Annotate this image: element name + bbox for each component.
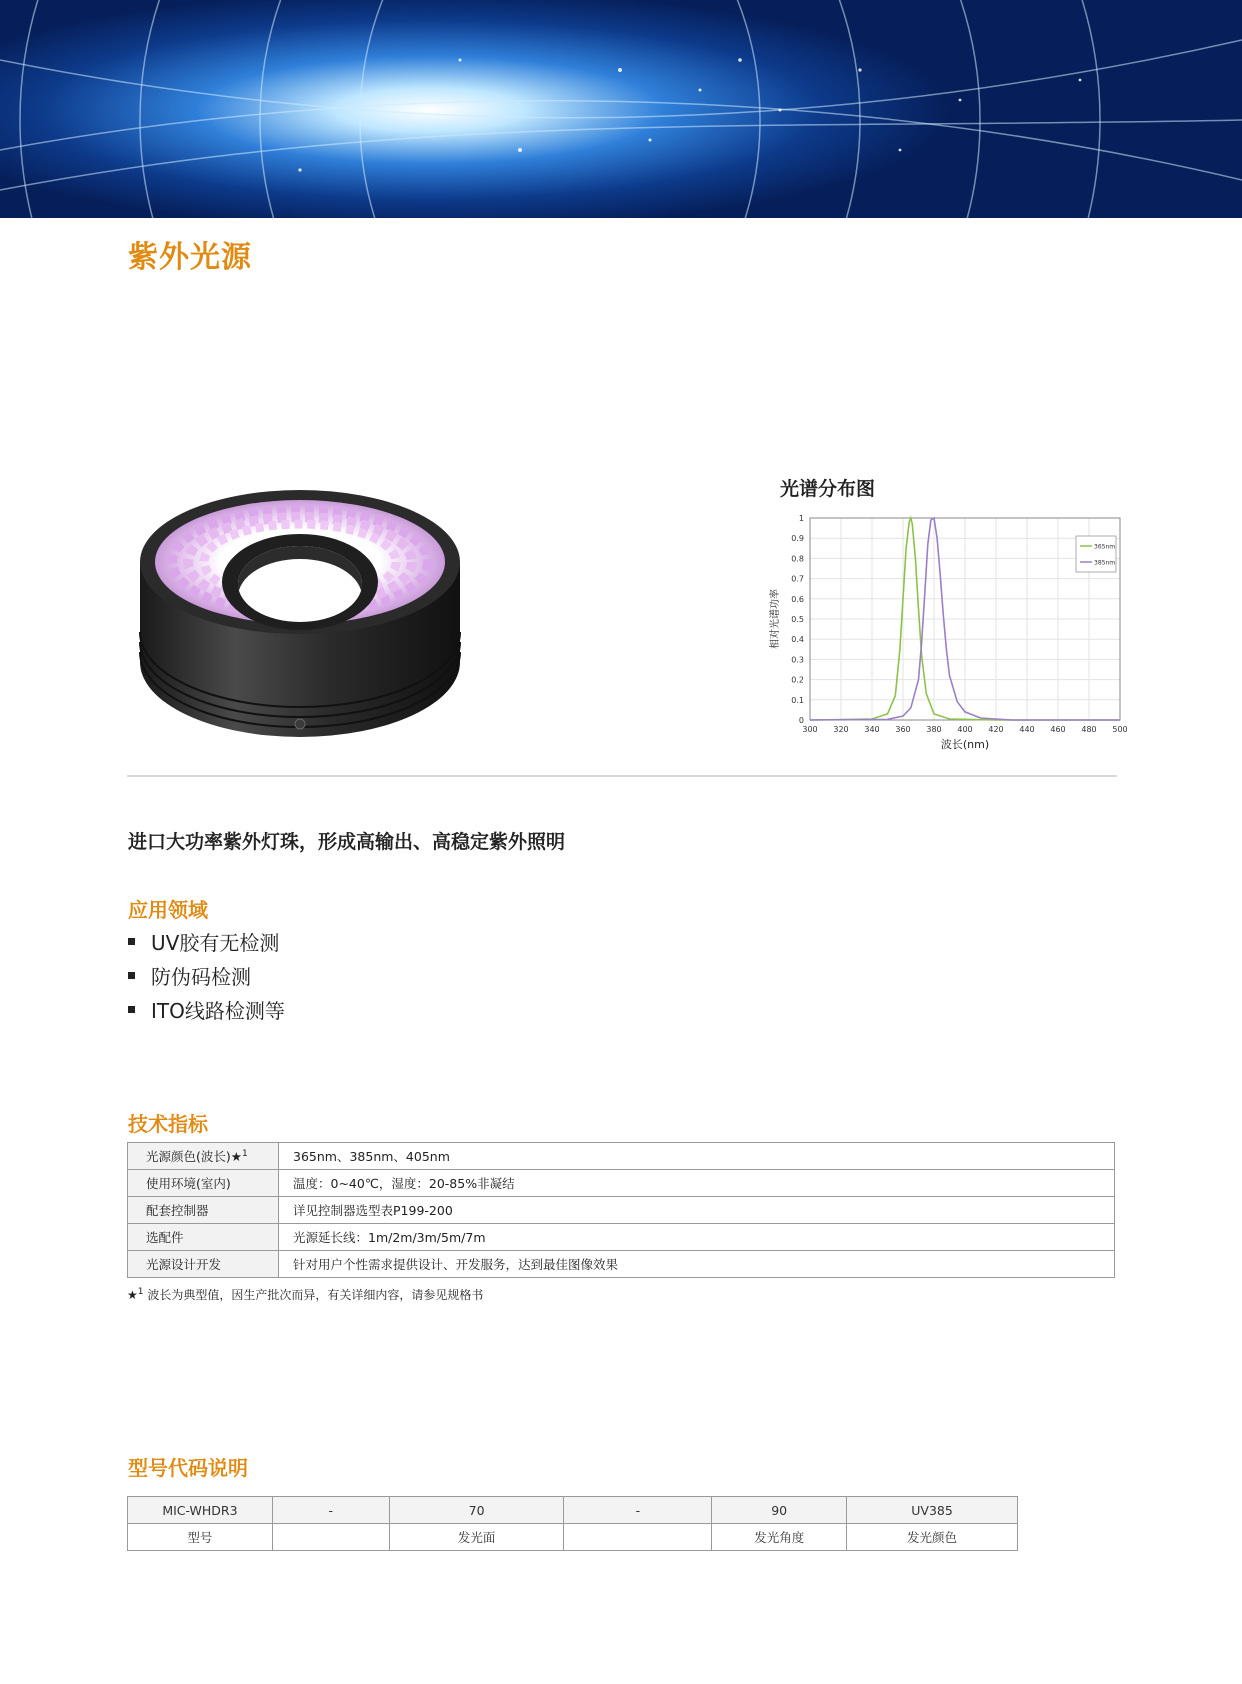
table-cell: UV385: [847, 1497, 1018, 1524]
x-tick-label: 480: [1081, 725, 1097, 734]
banner-arcs: [0, 0, 1242, 218]
spec-label: 选配件: [128, 1224, 279, 1251]
table-row: [128, 1251, 1115, 1278]
spec-value: 详见控制器选型表P199-200: [279, 1197, 1115, 1224]
y-axis-label: 相对光谱功率: [770, 589, 781, 649]
spec-value: 365nm、385nm、405nm: [279, 1143, 1115, 1170]
y-tick-label: 0.9: [791, 534, 804, 544]
spec-label: 配套控制器: [128, 1197, 279, 1224]
y-tick-label: 0: [798, 716, 804, 725]
spec-label: 使用环境(室内): [128, 1170, 279, 1197]
table-cell: 发光角度: [712, 1524, 847, 1551]
table-cell: -: [272, 1497, 389, 1524]
legend-label: 385nm: [1094, 559, 1116, 567]
table-row: [128, 1197, 1115, 1224]
table-row: [128, 1224, 1115, 1251]
table-cell: 型号: [128, 1524, 273, 1551]
x-tick-label: 320: [833, 725, 849, 734]
bullet-icon: [128, 938, 135, 945]
bullet-icon: [128, 972, 135, 979]
table-row: [128, 1143, 1115, 1170]
table-cell: [564, 1524, 712, 1551]
y-tick-label: 0.1: [791, 695, 804, 705]
table-row: [128, 1497, 1018, 1524]
x-tick-label: 460: [1050, 725, 1066, 734]
x-tick-label: 300: [802, 725, 818, 734]
table-cell: [272, 1524, 389, 1551]
spec-value: 光源延长线：1m/2m/3m/5m/7m: [279, 1224, 1115, 1251]
table-cell: -: [564, 1497, 712, 1524]
list-item: UV胶有无检测: [128, 924, 285, 958]
legend-box: [1076, 536, 1116, 572]
x-tick-label: 500: [1112, 725, 1128, 734]
y-tick-label: 0.4: [791, 635, 804, 645]
page-title: 紫外光源: [128, 240, 252, 275]
y-tick-label: 0.2: [791, 675, 804, 685]
table-row: [128, 1524, 1018, 1551]
model-code-table: [127, 1496, 1018, 1551]
x-tick-label: 340: [864, 725, 880, 734]
list-item: 防伪码检测: [128, 958, 285, 992]
y-tick-label: 0.6: [791, 594, 804, 604]
x-tick-label: 360: [895, 725, 911, 734]
table-cell: 70: [389, 1497, 564, 1524]
spectrum-title: 光谱分布图: [780, 478, 876, 500]
list-item: ITO线路检测等: [128, 992, 285, 1026]
bullet-icon: [128, 1006, 135, 1013]
header-banner: [0, 0, 1242, 218]
tagline: 进口大功率紫外灯珠，形成高输出、高稳定紫外照明: [128, 831, 566, 853]
y-tick-label: 0.7: [791, 574, 804, 584]
y-tick-label: 0.5: [791, 615, 804, 624]
y-tick-label: 0.3: [791, 655, 804, 665]
spec-value: 针对用户个性需求提供设计、开发服务，达到最佳图像效果: [279, 1251, 1115, 1278]
specs-title: 技术指标: [128, 1112, 208, 1136]
spectrum-chart: [768, 508, 1128, 758]
x-tick-label: 420: [988, 725, 1004, 734]
spec-label: 光源颜色(波长)★$^1$: [128, 1143, 279, 1170]
spec-label: 光源设计开发: [128, 1251, 279, 1278]
x-tick-label: 440: [1019, 725, 1035, 734]
table-row: [128, 1170, 1115, 1197]
x-tick-label: 400: [957, 725, 973, 734]
applications-title: 应用领域: [128, 898, 208, 922]
x-tick-label: 380: [926, 725, 942, 734]
table-cell: 发光面: [389, 1524, 564, 1551]
footnote: ★$^1$ 波长为典型值，因生产批次而异，有关详细内容，请参见规格书: [127, 1287, 484, 1302]
product-image: [130, 462, 470, 752]
divider: [127, 775, 1117, 777]
table-cell: 90: [712, 1497, 847, 1524]
specs-table: [127, 1142, 1115, 1278]
legend-label: 365nm: [1094, 543, 1116, 551]
table-cell: 发光颜色: [847, 1524, 1018, 1551]
y-tick-label: 0.8: [791, 554, 804, 564]
model-code-title: 型号代码说明: [128, 1456, 248, 1480]
y-tick-label: 1: [798, 514, 804, 523]
table-cell: MIC-WHDR3: [128, 1497, 273, 1524]
x-axis-label: 波长(nm): [940, 738, 990, 751]
applications-list: [128, 924, 285, 1026]
spec-value: 温度：0~40℃，湿度：20-85%非凝结: [279, 1170, 1115, 1197]
